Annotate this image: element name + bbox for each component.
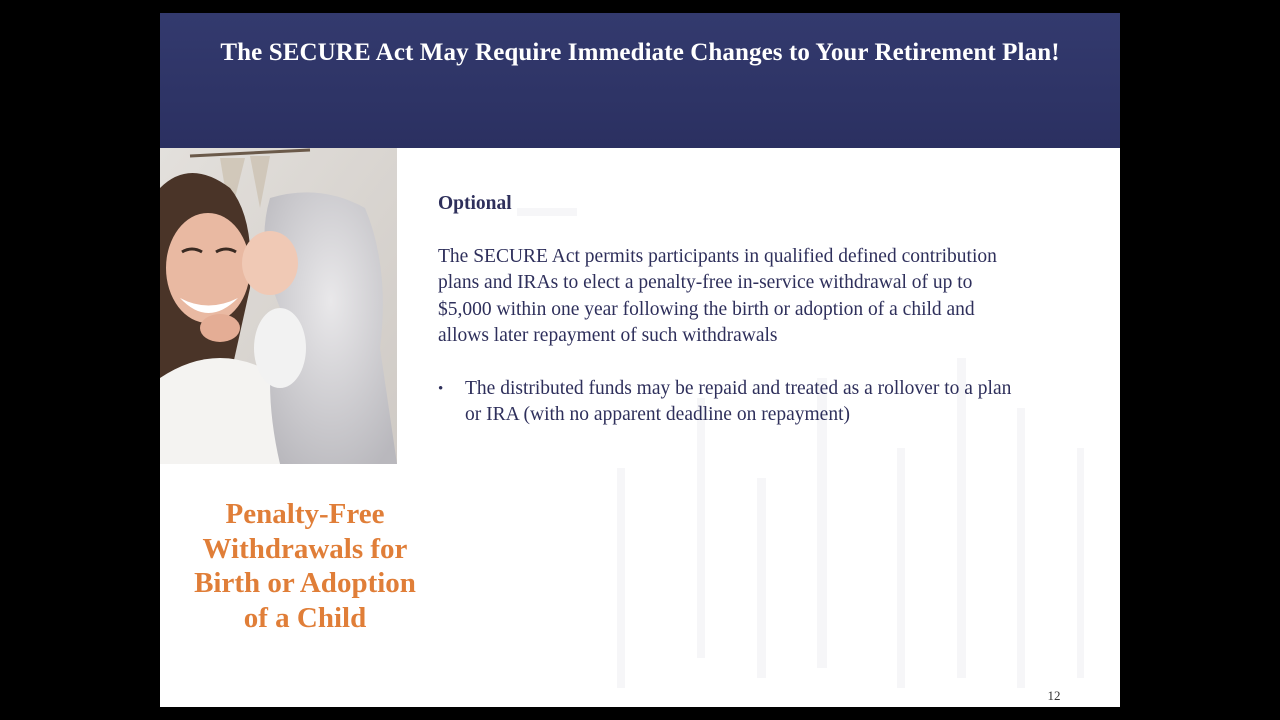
bullet-list bbox=[438, 376, 1038, 429]
mother-and-baby-photo bbox=[160, 148, 397, 464]
side-title: Penalty-Free Withdrawals for Birth or Adoption of a Child bbox=[194, 498, 416, 634]
content-area bbox=[438, 191, 1038, 429]
page-number: 12 bbox=[1047, 688, 1061, 703]
slide-title: The SECURE Act May Require Immediate Changes to Your Retirement Plan! bbox=[220, 39, 1060, 66]
bullet-item bbox=[438, 376, 1025, 429]
slide bbox=[160, 13, 1120, 707]
body-paragraph: The SECURE Act permits participants in qualified defined contribution plans and IRAs to elect a penalty-free in-service withdrawal of up to $5,000 within one year following the birth or adoption of a child and allows later repayment of such withdrawals bbox=[438, 245, 997, 346]
bullet-text: The distributed funds may be repaid and treated as a rollover to a plan or IRA (with no apparent deadline on repayment) bbox=[465, 377, 1012, 425]
bullet-dot-icon: • bbox=[438, 380, 444, 397]
slide-header bbox=[160, 13, 1120, 148]
section-label: Optional bbox=[438, 193, 512, 214]
